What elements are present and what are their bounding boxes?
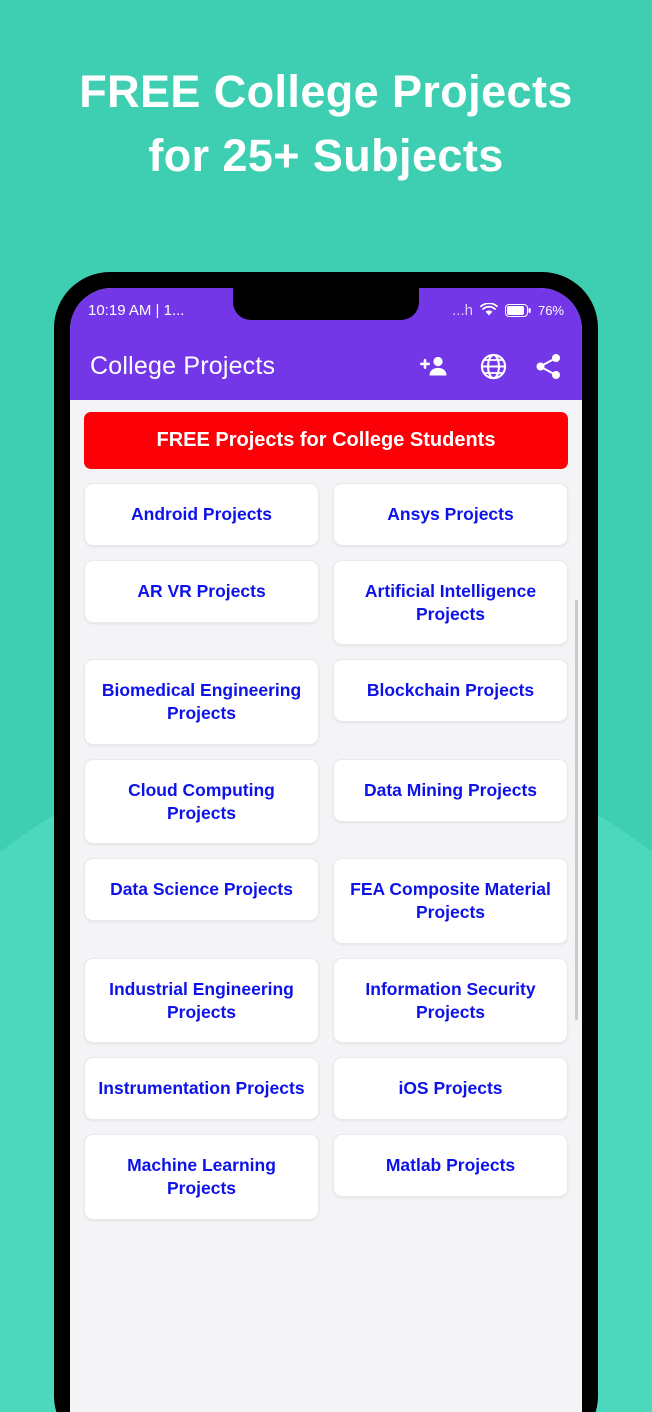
list-scrollbar[interactable]	[575, 600, 578, 1020]
project-card[interactable]: AR VR Projects	[84, 560, 319, 623]
battery-percent-label: 76%	[537, 302, 564, 318]
project-card[interactable]: Machine Learning Projects	[84, 1134, 319, 1220]
add-person-icon[interactable]	[420, 354, 452, 378]
project-card[interactable]: iOS Projects	[333, 1057, 568, 1120]
project-card[interactable]: Matlab Projects	[333, 1134, 568, 1197]
projects-list-container[interactable]	[70, 400, 582, 1412]
status-bar-obscured-text: ...h	[452, 301, 473, 319]
project-card[interactable]: Blockchain Projects	[333, 659, 568, 722]
phone-notch	[233, 288, 419, 320]
share-icon[interactable]	[535, 353, 562, 380]
status-bar-time: 10:19 AM | 1...	[88, 301, 185, 319]
project-card[interactable]: Data Science Projects	[84, 858, 319, 921]
promo-headline-line-2: for 25+ Subjects	[148, 129, 504, 181]
project-card[interactable]: Data Mining Projects	[333, 759, 568, 822]
battery-icon	[505, 304, 531, 317]
project-card[interactable]: Industrial Engineering Projects	[84, 958, 319, 1044]
promo-headline	[0, 60, 652, 188]
project-card[interactable]: Instrumentation Projects	[84, 1057, 319, 1120]
project-card[interactable]: Biomedical Engineering Projects	[84, 659, 319, 745]
project-card[interactable]: Cloud Computing Projects	[84, 759, 319, 845]
globe-icon[interactable]	[480, 353, 507, 380]
project-card[interactable]: Android Projects	[84, 483, 319, 546]
promo-headline-line-1: FREE College Projects	[79, 66, 573, 117]
project-card[interactable]: Ansys Projects	[333, 483, 568, 546]
project-card[interactable]: Information Security Projects	[333, 958, 568, 1044]
app-title: College Projects	[90, 351, 276, 380]
phone-screen	[70, 288, 582, 1412]
app-bar	[70, 332, 582, 400]
wifi-icon	[480, 303, 498, 317]
phone-mockup	[54, 272, 598, 1412]
project-card[interactable]: Artificial Intelligence Projects	[333, 560, 568, 646]
free-projects-banner[interactable]: FREE Projects for College Students	[84, 412, 568, 469]
project-card[interactable]: FEA Composite Material Projects	[333, 858, 568, 944]
projects-grid	[84, 483, 568, 1220]
